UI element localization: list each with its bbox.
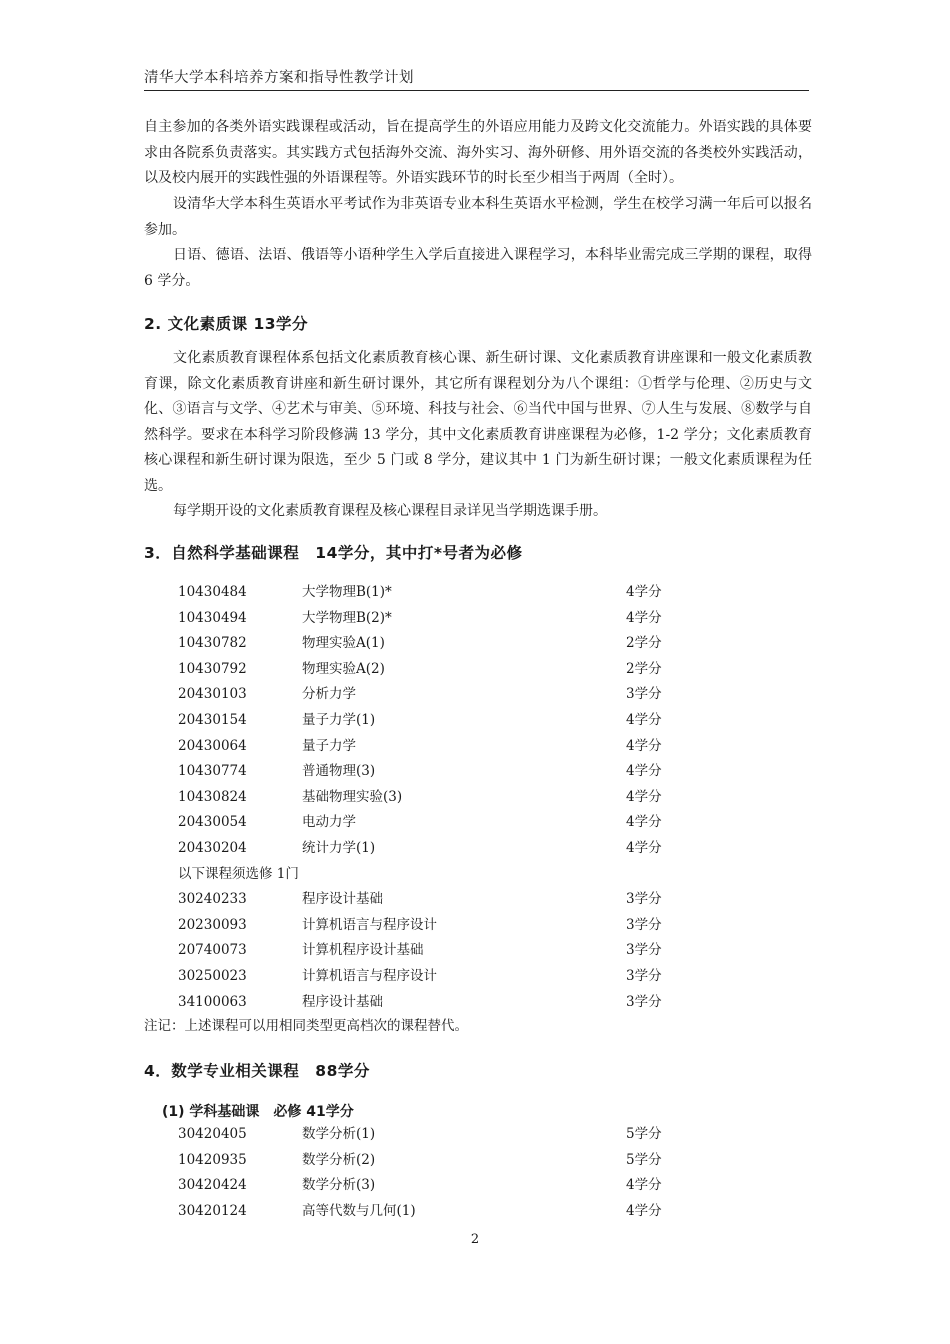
course-credit: 4学分 — [626, 839, 662, 856]
english-test-paragraph: 设清华大学本科生英语水平考试作为非英语专业本科生英语水平检测，学生在校学习满一年后可以报名参加。 — [144, 196, 812, 238]
course-name: 量子力学 — [302, 737, 356, 754]
table-row — [178, 682, 698, 708]
table-row — [178, 990, 698, 1016]
course-credit: 3学分 — [626, 686, 662, 703]
science-course-table — [178, 580, 698, 1015]
course-credit: 2学分 — [626, 635, 662, 652]
table-row — [178, 913, 698, 939]
course-name: 电动力学 — [302, 814, 356, 831]
course-code: 10430824 — [178, 788, 247, 805]
course-credit: 4学分 — [626, 711, 662, 728]
table-row — [178, 938, 698, 964]
course-code: 20230093 — [178, 916, 247, 933]
table-row — [178, 836, 698, 862]
course-code: 30250023 — [178, 967, 247, 984]
page-header-title: 清华大学本科培养方案和指导性教学计划 — [144, 70, 414, 86]
course-code: 20430064 — [178, 737, 247, 754]
course-credit: 4学分 — [626, 763, 662, 780]
course-credit: 2学分 — [626, 660, 662, 677]
math-course-table — [178, 1122, 698, 1224]
course-name: 量子力学(1) — [302, 711, 376, 728]
course-code: 34100063 — [178, 993, 247, 1010]
course-code: 20740073 — [178, 942, 247, 959]
course-name: 统计力学(1) — [302, 839, 376, 856]
course-name: 计算机语言与程序设计 — [302, 967, 437, 984]
table-row — [178, 1122, 698, 1148]
course-name: 分析力学 — [302, 686, 356, 703]
course-credit: 4学分 — [626, 737, 662, 754]
course-credit: 4学分 — [626, 1202, 662, 1219]
course-credit: 3学分 — [626, 916, 662, 933]
subsection-heading-foundation: (1) 学科基础课 必修 41学分 — [162, 1104, 354, 1120]
section-heading-culture: 2. 文化素质课 13学分 — [144, 315, 309, 333]
course-credit: 3学分 — [626, 891, 662, 908]
page-number: 2 — [470, 1232, 480, 1247]
minor-languages-paragraph: 日语、德语、法语、俄语等小语种学生入学后直接进入课程学习，本科毕业需完成三学期的课程，取得 6 学分。 — [144, 247, 812, 289]
table-row — [178, 1199, 698, 1225]
course-name: 程序设计基础 — [302, 891, 383, 908]
course-credit: 4学分 — [626, 584, 662, 600]
course-name: 物理实验A(1) — [302, 635, 385, 652]
table-row — [178, 887, 698, 913]
culture-course-paragraph: 文化素质教育课程体系包括文化素质教育核心课、新生研讨课、文化素质教育讲座课和一般文化素质教育课，除文化素质教育讲座和新生研讨课外，其它所有课程划分为八个课组：①哲学与伦理、②历史与文化、③语言与文学、④艺术与审美、⑤环境、科技与社会、⑥当代中国与世界、⑦人生与发展、⑧数学与自然科学。要求在本科学习阶段修满 13 学分，其中文化素质教育讲座课程为必修，1-2 学分；文化素质教育核心课程和新生研讨课为限选，至少 5 门或 8 学分，建议其中 1 门为新生研讨课；一般文化素质课程为任选。 — [144, 350, 812, 494]
course-credit: 3学分 — [626, 993, 662, 1010]
course-credit: 5学分 — [626, 1151, 662, 1168]
course-code: 30420405 — [178, 1126, 247, 1142]
table-row — [178, 785, 698, 811]
course-code: 20430154 — [178, 711, 247, 728]
course-name: 程序设计基础 — [302, 993, 383, 1010]
course-name: 高等代数与几何(1) — [302, 1202, 416, 1219]
course-credit: 4学分 — [626, 1177, 662, 1194]
course-code: 20430054 — [178, 814, 247, 831]
course-code: 10430494 — [178, 609, 247, 626]
course-catalog-paragraph: 每学期开设的文化素质教育课程及核心课程目录详见当学期选课手册。 — [173, 503, 607, 519]
substitution-footnote: 注记：上述课程可以用相同类型更高档次的课程替代。 — [144, 1018, 468, 1034]
course-name: 计算机程序设计基础 — [302, 942, 424, 959]
course-name: 计算机语言与程序设计 — [302, 916, 437, 933]
course-name: 数学分析(1) — [302, 1126, 376, 1142]
foreign-language-practice-paragraph: 自主参加的各类外语实践课程或活动，旨在提高学生的外语应用能力及跨文化交流能力。外语实践的具体要求由各院系负责落实。其实践方式包括海外交流、海外实习、海外研修、用外语交流的各类校外实践活动，以及校内展开的实践性强的外语课程等。外语实践环节的时长至少相当于两周（全时）。 — [144, 119, 812, 186]
table-row — [178, 708, 698, 734]
course-name: 物理实验A(2) — [302, 660, 385, 677]
course-code: 10420935 — [178, 1151, 247, 1168]
course-credit: 4学分 — [626, 814, 662, 831]
course-name: 数学分析(3) — [302, 1177, 376, 1194]
course-name: 普通物理(3) — [302, 763, 376, 780]
table-row — [178, 1148, 698, 1174]
table-row — [178, 964, 698, 990]
course-code: 10430782 — [178, 635, 247, 652]
table-row — [178, 606, 698, 632]
course-name: 基础物理实验(3) — [302, 788, 403, 805]
section-heading-science: 3．自然科学基础课程 14学分，其中打*号者为必修 — [144, 544, 523, 562]
course-code: 30240233 — [178, 891, 247, 908]
course-code: 10430484 — [178, 584, 247, 600]
table-row — [178, 734, 698, 760]
course-name: 数学分析(2) — [302, 1151, 376, 1168]
section-heading-math: 4．数学专业相关课程 88学分 — [144, 1062, 370, 1080]
course-credit: 4学分 — [626, 609, 662, 626]
table-row — [178, 580, 698, 606]
header-divider — [144, 90, 809, 91]
course-name: 大学物理B(2)* — [302, 609, 392, 626]
course-code: 10430774 — [178, 763, 247, 780]
course-credit: 3学分 — [626, 942, 662, 959]
course-code: 30420424 — [178, 1177, 247, 1194]
course-code: 10430792 — [178, 660, 247, 677]
table-row — [178, 657, 698, 683]
course-code: 20430103 — [178, 686, 247, 703]
course-credit: 3学分 — [626, 967, 662, 984]
course-code: 30420124 — [178, 1202, 247, 1219]
table-row — [178, 759, 698, 785]
course-code: 20430204 — [178, 839, 247, 856]
table-row — [178, 631, 698, 657]
table-row — [178, 1173, 698, 1199]
course-credit: 5学分 — [626, 1126, 662, 1142]
course-name: 大学物理B(1)* — [302, 584, 392, 600]
table-row — [178, 810, 698, 836]
course-credit: 4学分 — [626, 788, 662, 805]
elective-group-note: 以下课程须选修 1门 — [178, 865, 299, 882]
